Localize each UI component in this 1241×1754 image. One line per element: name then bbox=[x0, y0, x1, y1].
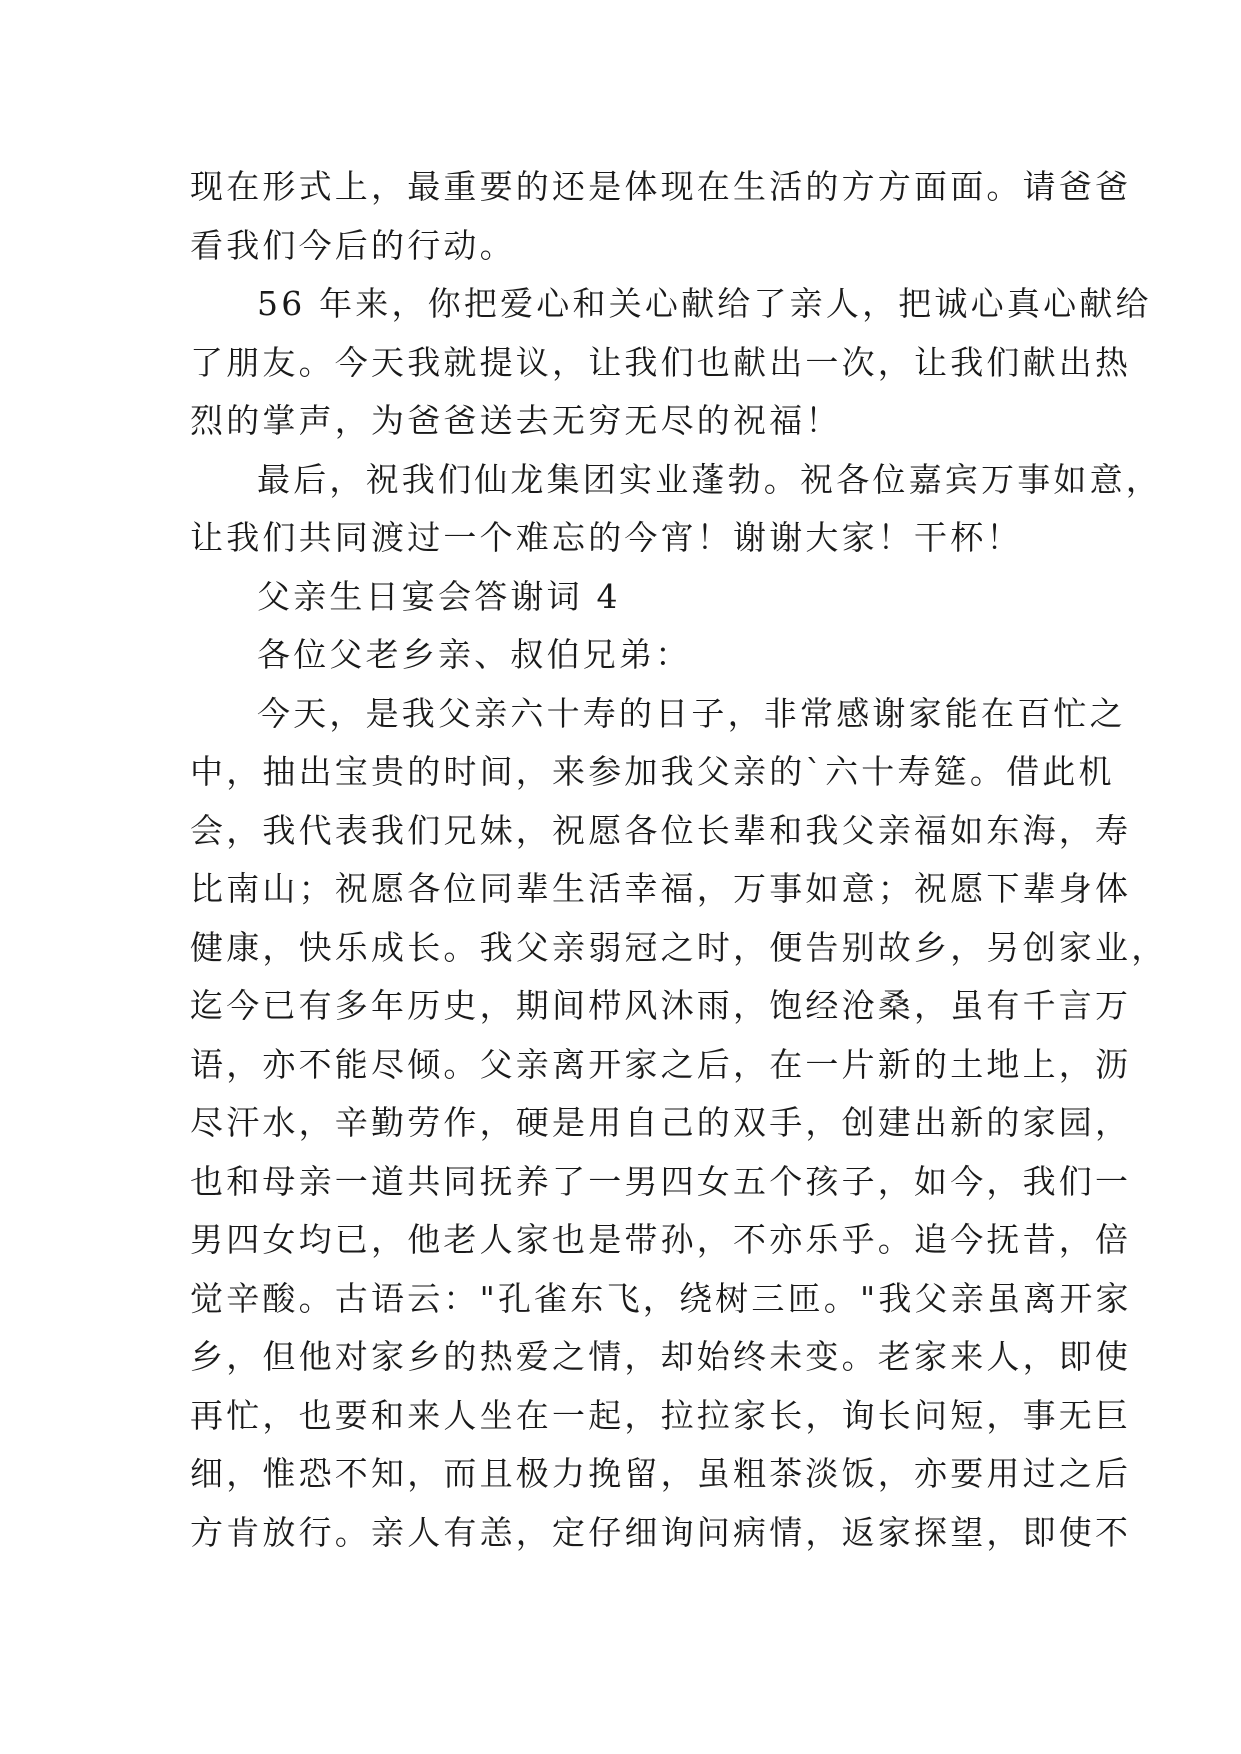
text-line: 看我们今后的行动。 bbox=[190, 225, 516, 265]
text-line: 男四女均已，他老人家也是带孙，不亦乐乎。追今抚昔，倍 bbox=[190, 1220, 1132, 1259]
text-line: 会，我代表我们兄妹，祝愿各位长辈和我父亲福如东海，寿 bbox=[190, 810, 1132, 850]
text-line: 现在形式上，最重要的还是体现在生活的方方面面。请爸爸 bbox=[190, 167, 1132, 206]
text-line: 让我们共同渡过一个难忘的今宵！谢谢大家！干杯！ bbox=[190, 518, 1023, 557]
text-line: 今天，是我父亲六十寿的日子，非常感谢家能在百忙之 bbox=[257, 693, 1126, 733]
paragraph-p6 bbox=[190, 685, 1168, 1563]
paragraph-p4 bbox=[190, 568, 1070, 627]
text-line: 细，惟恐不知，而且极力挽留，虽粗茶淡饭，亦要用过之后 bbox=[190, 1454, 1132, 1493]
text-line: 父亲生日宴会答谢词 4 bbox=[257, 576, 621, 616]
text-line: 觉辛酸。古语云："孔雀东飞，绕树三匝。"我父亲虽离开家 bbox=[190, 1278, 1132, 1318]
text-line: 最后，祝我们仙龙集团实业蓬勃。祝各位嘉宾万事如意， bbox=[257, 459, 1162, 499]
text-line: 尽汗水，辛勤劳作，硬是用自己的双手，创建出新的家园， bbox=[190, 1103, 1132, 1142]
text-line: 再忙，也要和来人坐在一起，拉拉家长，询长问短，事无巨 bbox=[190, 1395, 1132, 1435]
text-line: 56 年来，你把爱心和关心献给了亲人，把诚心真心献给 bbox=[257, 284, 1152, 323]
text-line: 语，亦不能尽倾。父亲离开家之后，在一片新的土地上，沥 bbox=[190, 1044, 1132, 1084]
text-line: 健康，快乐成长。我父亲弱冠之时，便告别故乡，另创家业， bbox=[190, 927, 1168, 967]
paragraph-p3 bbox=[190, 451, 1162, 568]
paragraph-p1 bbox=[190, 158, 1132, 275]
text-line: 烈的掌声，为爸爸送去无穷无尽的祝福！ bbox=[190, 401, 842, 440]
paragraph-p5 bbox=[190, 626, 1070, 685]
text-line: 迄今已有多年历史，期间栉风沐雨，饱经沧桑，虽有千言万 bbox=[190, 986, 1132, 1025]
document-body bbox=[190, 158, 1168, 1562]
text-line: 乡，但他对家乡的热爱之情，却始终未变。老家来人，即使 bbox=[190, 1337, 1132, 1376]
text-line: 比南山；祝愿各位同辈生活幸福，万事如意；祝愿下辈身体 bbox=[190, 869, 1132, 908]
text-line: 也和母亲一道共同抚养了一男四女五个孩子，如今，我们一 bbox=[190, 1161, 1132, 1201]
text-line: 方肯放行。亲人有恙，定仔细询问病情，返家探望，即使不 bbox=[190, 1512, 1132, 1552]
text-line: 中，抽出宝贵的时间，来参加我父亲的`六十寿筵。借此机 bbox=[190, 752, 1115, 791]
paragraph-p2 bbox=[190, 275, 1152, 451]
text-line: 了朋友。今天我就提议，让我们也献出一次，让我们献出热 bbox=[190, 342, 1132, 382]
text-line: 各位父老乡亲、叔伯兄弟： bbox=[257, 635, 692, 674]
